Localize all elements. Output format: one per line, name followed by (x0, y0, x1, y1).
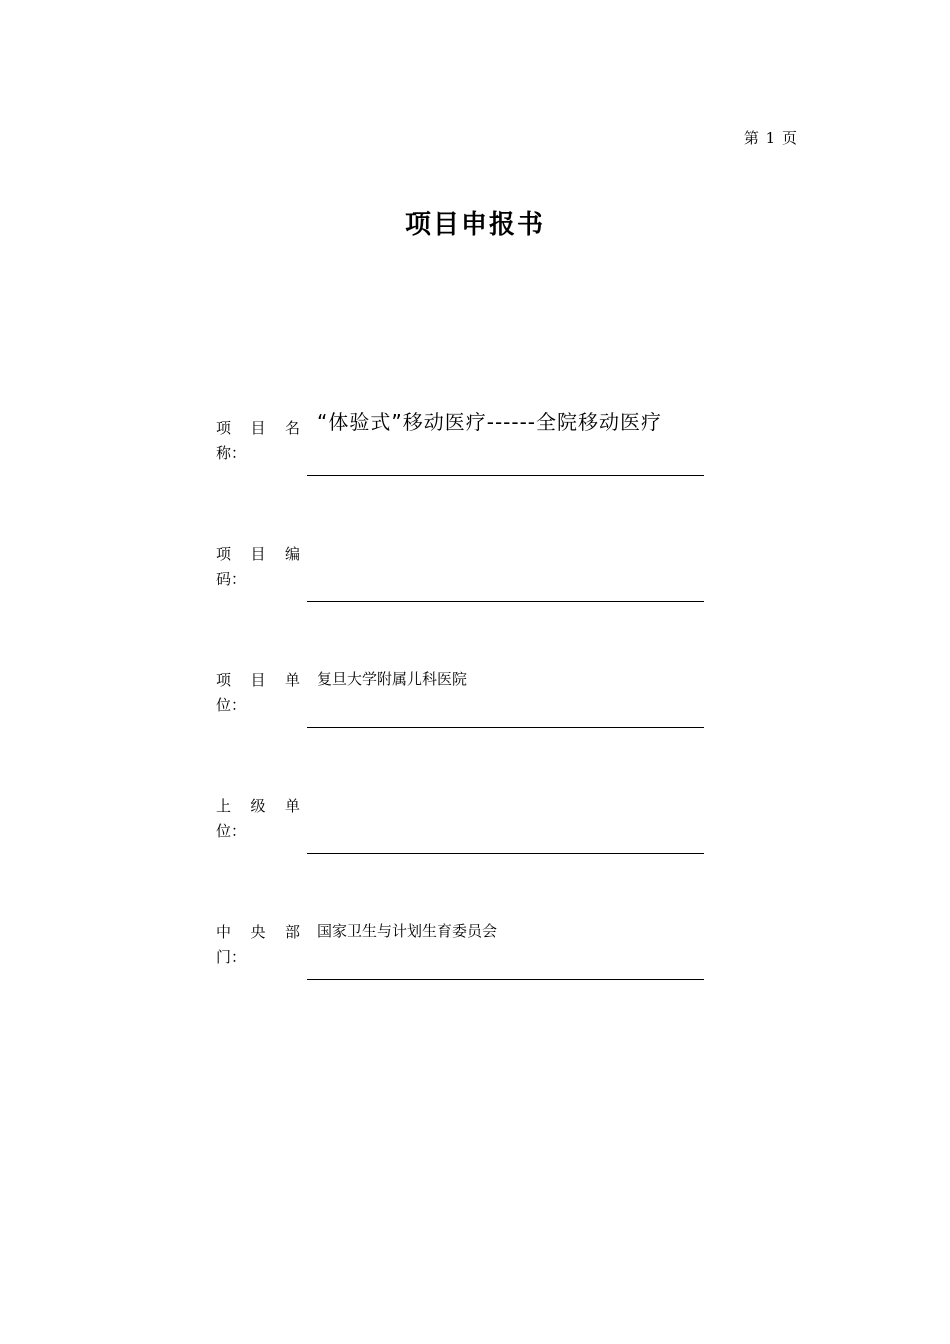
project-unit-value: 复旦大学附属儿科医院 (317, 670, 468, 688)
label-char: 目 (250, 545, 266, 563)
label-char: 单 (284, 797, 300, 815)
project-name-value: “体验式”移动医疗------全院移动医疗 (317, 410, 663, 434)
project-unit-field[interactable] (307, 667, 704, 728)
label-char: 目 (250, 419, 266, 437)
label-char: 项 (216, 671, 232, 689)
label-char: 项 (216, 545, 232, 563)
label-char: 部 (284, 923, 300, 941)
field-label (216, 668, 306, 718)
central-department-value: 国家卫生与计划生育委员会 (317, 922, 498, 940)
label-char: 目 (250, 671, 266, 689)
field-label (216, 794, 306, 844)
superior-unit-field[interactable] (307, 793, 704, 854)
label-tail: 称： (216, 444, 247, 462)
field-superior-unit (216, 794, 704, 854)
field-label (216, 416, 306, 466)
page-number: 第 1 页 (743, 129, 798, 147)
project-name-field[interactable] (307, 410, 704, 476)
field-central-department (216, 920, 704, 980)
field-label (216, 542, 306, 592)
label-char: 项 (216, 419, 232, 437)
label-tail: 位： (216, 822, 247, 840)
field-project-code (216, 542, 704, 602)
label-char: 央 (250, 923, 266, 941)
field-project-unit (216, 668, 704, 728)
label-tail: 门： (216, 948, 247, 966)
label-tail: 位： (216, 696, 247, 714)
central-department-field[interactable] (307, 919, 704, 980)
label-char: 级 (250, 797, 266, 815)
label-char: 中 (216, 923, 232, 941)
project-code-field[interactable] (307, 541, 704, 602)
field-label (216, 920, 306, 970)
label-char: 上 (216, 797, 232, 815)
label-char: 编 (284, 545, 300, 563)
document-title: 项目申报书 (404, 210, 545, 240)
field-project-name (216, 410, 704, 476)
label-char: 单 (284, 671, 300, 689)
label-char: 名 (284, 419, 300, 437)
label-tail: 码： (216, 570, 247, 588)
